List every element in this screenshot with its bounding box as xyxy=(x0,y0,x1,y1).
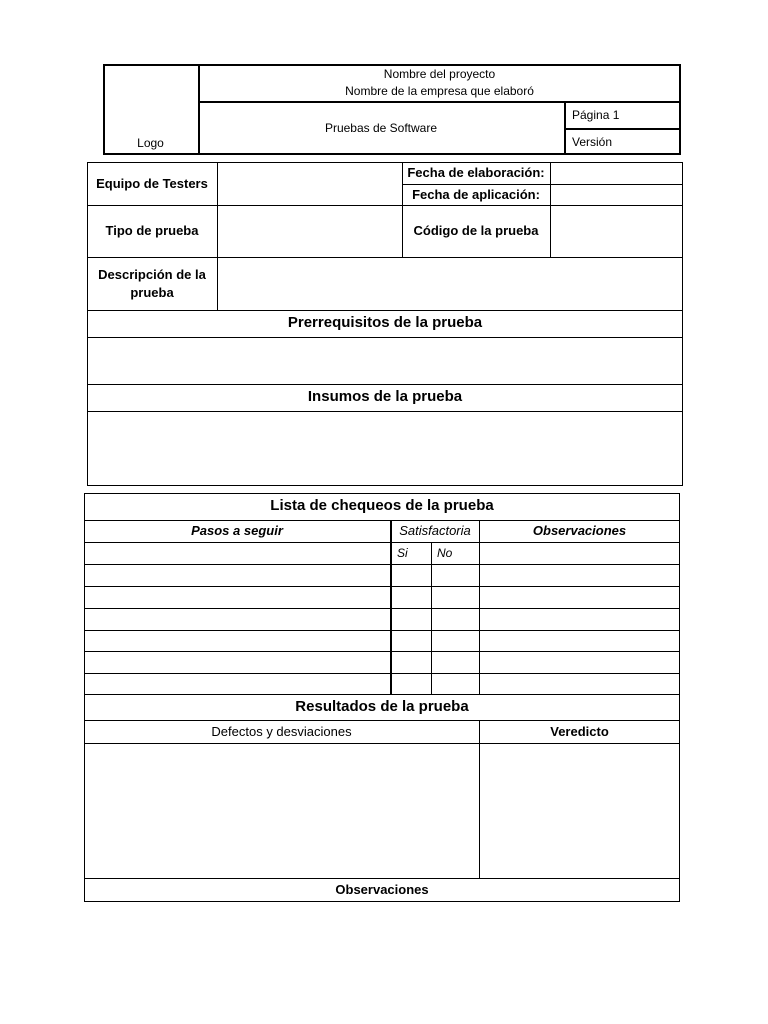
checklist-row-divider xyxy=(84,608,680,609)
test-code-label: Código de la prueba xyxy=(413,223,539,239)
checklist-row-divider xyxy=(84,586,680,587)
checklist-row-divider xyxy=(84,564,680,565)
page-number: Página 1 xyxy=(572,108,620,123)
results-title: Resultados de la prueba xyxy=(295,697,469,715)
checklist-title: Lista de chequeos de la prueba xyxy=(270,497,494,515)
company-name: Nombre de la empresa que elaboró xyxy=(345,83,534,98)
satisfactory-col-divider xyxy=(479,520,480,694)
verdict-col-divider xyxy=(479,720,480,878)
application-date-label: Fecha de aplicación: xyxy=(412,186,540,202)
verdict-header: Veredicto xyxy=(550,723,609,739)
prerequisites-title: Prerrequisitos de la prueba xyxy=(287,314,483,332)
version-label: Versión xyxy=(572,135,613,150)
results-observations-header: Observaciones xyxy=(335,882,429,898)
satisfactory-header: Satisfactoria xyxy=(399,523,471,539)
no-label: No xyxy=(437,545,453,560)
checklist-divider xyxy=(84,542,680,543)
checklist-row-divider xyxy=(84,673,680,674)
info-col-divider xyxy=(217,162,218,310)
results-divider xyxy=(84,743,680,744)
description-label: Descripción de la prueba xyxy=(98,266,206,300)
logo-placeholder: Logo xyxy=(137,136,164,151)
info-divider xyxy=(87,337,683,338)
checklist-row-divider xyxy=(84,651,680,652)
inputs-title: Insumos de la prueba xyxy=(307,388,463,406)
testers-label: Equipo de Testers xyxy=(96,175,208,191)
observations-header: Observaciones xyxy=(532,523,627,539)
yes-label: Si xyxy=(397,545,408,560)
elaboration-date-label: Fecha de elaboración: xyxy=(407,165,545,181)
project-name: Nombre del proyecto xyxy=(383,66,496,81)
steps-header: Pasos a seguir xyxy=(191,523,283,539)
yes-no-divider xyxy=(431,542,432,694)
info-divider xyxy=(87,411,683,412)
info-col-divider xyxy=(550,162,551,257)
defects-header: Defectos y desviaciones xyxy=(211,723,352,739)
checklist-row-divider xyxy=(84,630,680,631)
test-type-label: Tipo de prueba xyxy=(105,223,199,239)
document-title: Pruebas de Software xyxy=(324,121,438,136)
